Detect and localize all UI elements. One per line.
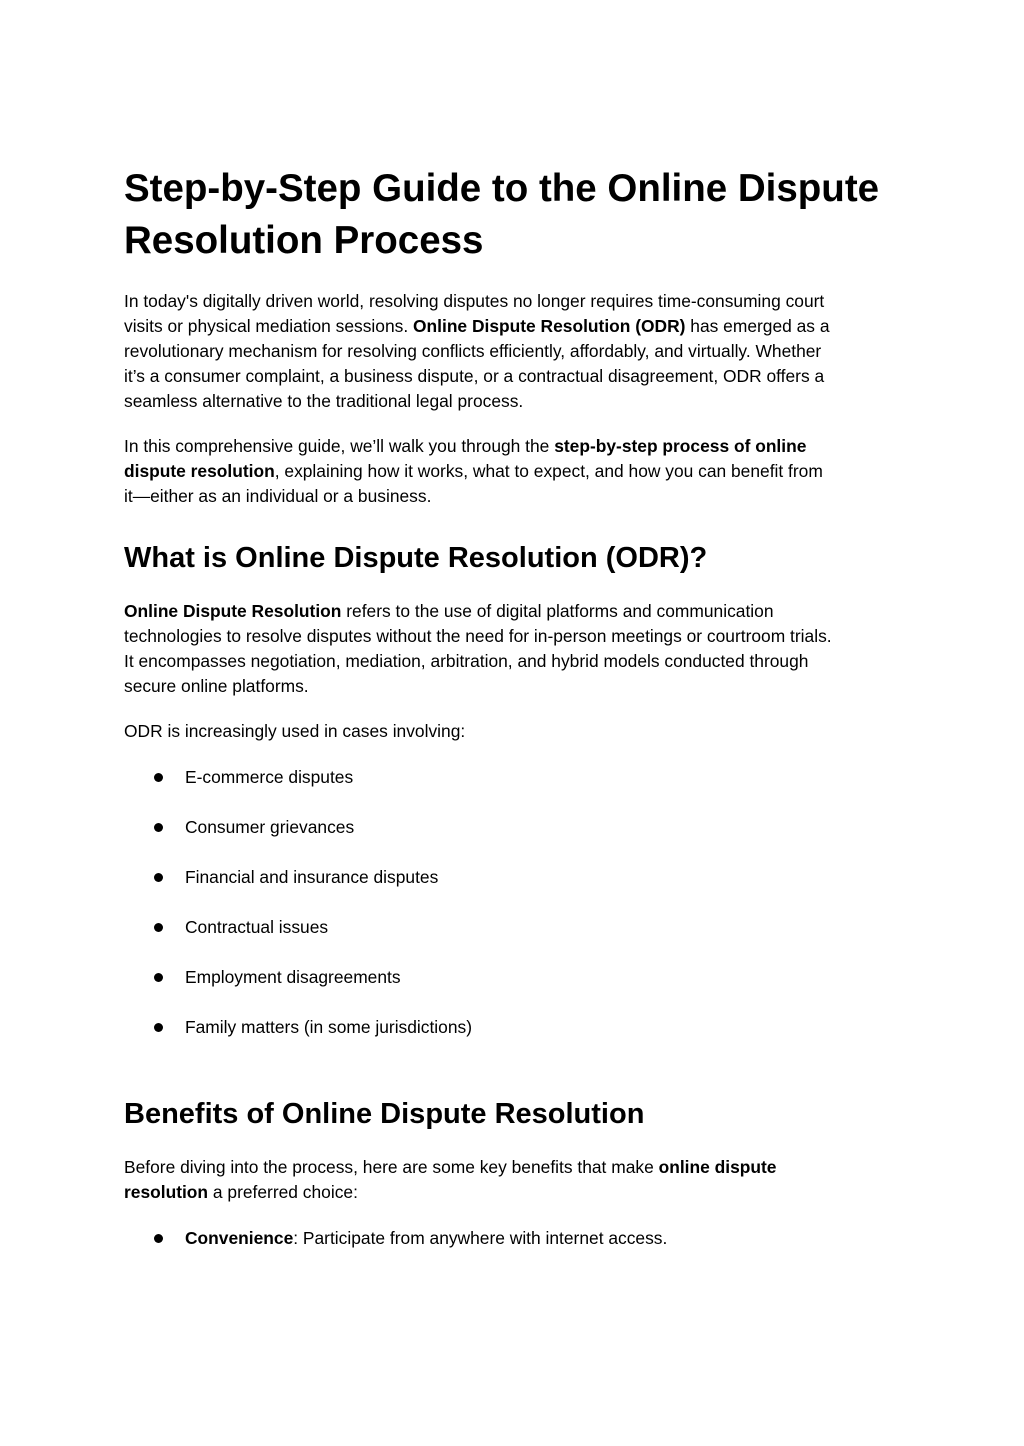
text-run: Before diving into the process, here are some key benefits that make (124, 1157, 659, 1177)
text-line (124, 459, 914, 484)
list-item-text: Employment disagreements (185, 967, 401, 987)
text-line: revolutionary mechanism for resolving conflicts efficiently, affordably, and virtually. Whether (124, 341, 822, 361)
section-heading-benefits: Benefits of Online Dispute Resolution (124, 1098, 645, 1130)
intro-paragraph-2 (124, 434, 914, 509)
text-run: , explaining how it works, what to expect, and how you can benefit from (274, 461, 823, 481)
text-line (124, 599, 914, 624)
text-line: it—either as an individual or a business. (124, 486, 432, 506)
text-run: In this comprehensive guide, we’ll walk you through the (124, 436, 555, 456)
list-item-text: Financial and insurance disputes (185, 867, 439, 887)
benefits-intro-paragraph (124, 1155, 914, 1205)
text-run: has emerged as a (685, 316, 830, 336)
benefit-label: Convenience (185, 1228, 294, 1248)
bullet-icon (154, 773, 163, 782)
bullet-icon (154, 823, 163, 832)
bold-term-odr: Online Dispute Resolution (ODR) (413, 316, 686, 336)
text-line: secure online platforms. (124, 676, 309, 696)
list-item-text: Contractual issues (185, 917, 329, 937)
text-line (124, 1155, 914, 1180)
text-line (124, 434, 914, 459)
text-line (124, 1180, 914, 1205)
text-line: seamless alternative to the traditional legal process. (124, 391, 524, 411)
bullet-icon (154, 923, 163, 932)
bold-term: online dispute (658, 1157, 777, 1177)
bold-term: Online Dispute Resolution (124, 601, 342, 621)
text-line: In today's digitally driven world, resolving disputes no longer requires time-consuming court (124, 291, 825, 311)
text-line: it’s a consumer complaint, a business dispute, or a contractual disagreement, ODR offers a (124, 366, 825, 386)
text-run: visits or physical mediation sessions. (124, 316, 413, 336)
list-item-text: E-commerce disputes (185, 767, 354, 787)
text-line: It encompasses negotiation, mediation, arbitration, and hybrid models conducted through (124, 651, 809, 671)
text-run: refers to the use of digital platforms and communication (341, 601, 774, 621)
list-item-text: Consumer grievances (185, 817, 355, 837)
benefit-text: : Participate from anywhere with internet access. (293, 1228, 668, 1248)
list-item-text: Family matters (in some jurisdictions) (185, 1017, 473, 1037)
page-title: Step-by-Step Guide to the Online Dispute Resolution Process (124, 167, 880, 262)
text-line (124, 314, 914, 339)
odr-cases-intro: ODR is increasingly used in cases involving: (124, 721, 466, 741)
bold-term: dispute resolution (124, 461, 275, 481)
bullet-icon (154, 973, 163, 982)
bullet-icon (154, 873, 163, 882)
list-item-text (185, 1226, 667, 1251)
section-heading-what-is-odr: What is Online Dispute Resolution (ODR)? (124, 542, 708, 574)
odr-definition-paragraph (124, 599, 914, 699)
text-run: a preferred choice: (208, 1182, 358, 1202)
intro-paragraph-1 (124, 289, 914, 414)
bold-term: resolution (124, 1182, 209, 1202)
bold-term: step-by-step process of online (554, 436, 807, 456)
text-line: technologies to resolve disputes without the need for in-person meetings or courtroom trials. (124, 626, 832, 646)
bullet-icon (154, 1234, 163, 1243)
bullet-icon (154, 1023, 163, 1032)
